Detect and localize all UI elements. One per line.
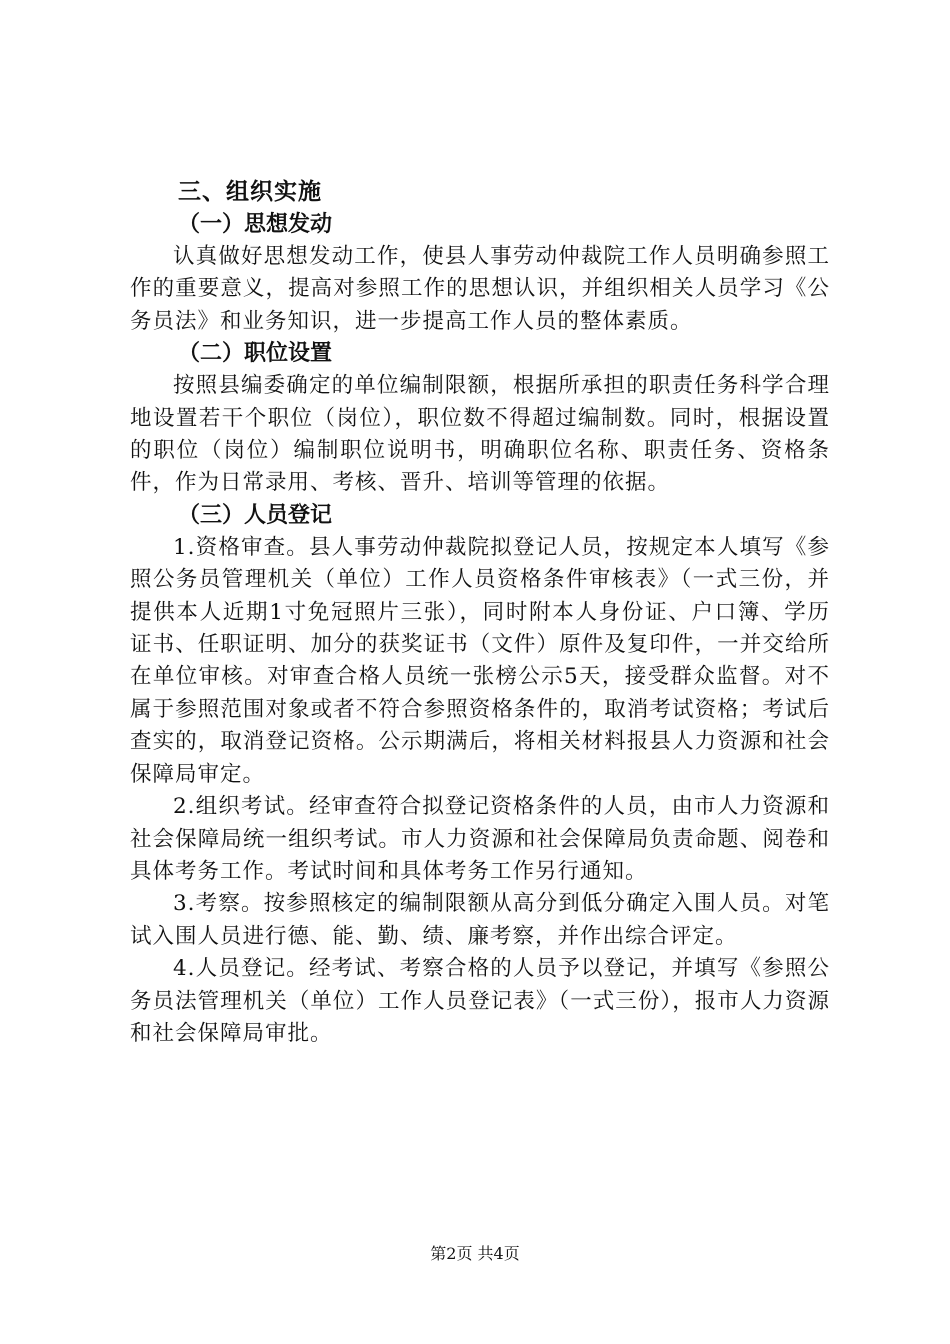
subsection-heading-1: （一）思想发动: [178, 212, 333, 237]
page-number-footer: 第2页 共4页: [430, 1244, 520, 1263]
subsection-heading-2: （二）职位设置: [178, 341, 333, 367]
paragraph-thought-mobilization: 认真做好思想发动工作，使县人事劳动仲裁院工作人员明确参照工作的重要意义，提高对参照工作的思想认识，并组织相关人员学习《公务员法》和业务知识，进一步提高工作人员的整体素质。: [130, 244, 830, 334]
section-title: 三、组织实施: [178, 179, 322, 205]
document-body: [130, 176, 830, 1050]
paragraph-inspection: 3.考察。按参照核定的编制限额从高分到低分确定入围人员。对笔试入围人员进行德、能、勤、绩、廉考察，并作出综合评定。: [130, 891, 830, 949]
paragraph-personnel-registration: 4.人员登记。经考试、考察合格的人员予以登记，并填写《参照公务员法管理机关（单位）工作人员登记表》（一式三份），报市人力资源和社会保障局审批。: [130, 956, 830, 1046]
subsection-heading-3: （三）人员登记: [178, 502, 333, 528]
paragraph-position-setting: 按照县编委确定的单位编制限额，根据所承担的职责任务科学合理地设置若干个职位（岗位），职位数不得超过编制数。同时，根据设置的职位（岗位）编制职位说明书，明确职位名称、职责任务、资格条件，作为日常录用、考核、晋升、培训等管理的依据。: [130, 373, 830, 496]
paragraph-organize-exam: 2.组织考试。经审查符合拟登记资格条件的人员，由市人力资源和社会保障局统一组织考试。市人力资源和社会保障局负责命题、阅卷和具体考务工作。考试时间和具体考务工作另行通知。: [130, 794, 830, 884]
paragraph-qualification-review: 1.资格审查。县人事劳动仲裁院拟登记人员，按规定本人填写《参照公务员管理机关（单位）工作人员资格条件审核表》（一式三份，并提供本人近期1寸免冠照片三张），同时附本人身份证、户口簿、学历证书、任职证明、加分的获奖证书（文件）原件及复印件，一并交给所在单位审核。对审查合格人员统一张榜公示5天，接受群众监督。对不属于参照范围对象或者不符合参照资格条件的，取消考试资格；考试后查实的，取消登记资格。公示期满后，将相关材料报县人力资源和社会保障局审定。: [130, 534, 830, 787]
